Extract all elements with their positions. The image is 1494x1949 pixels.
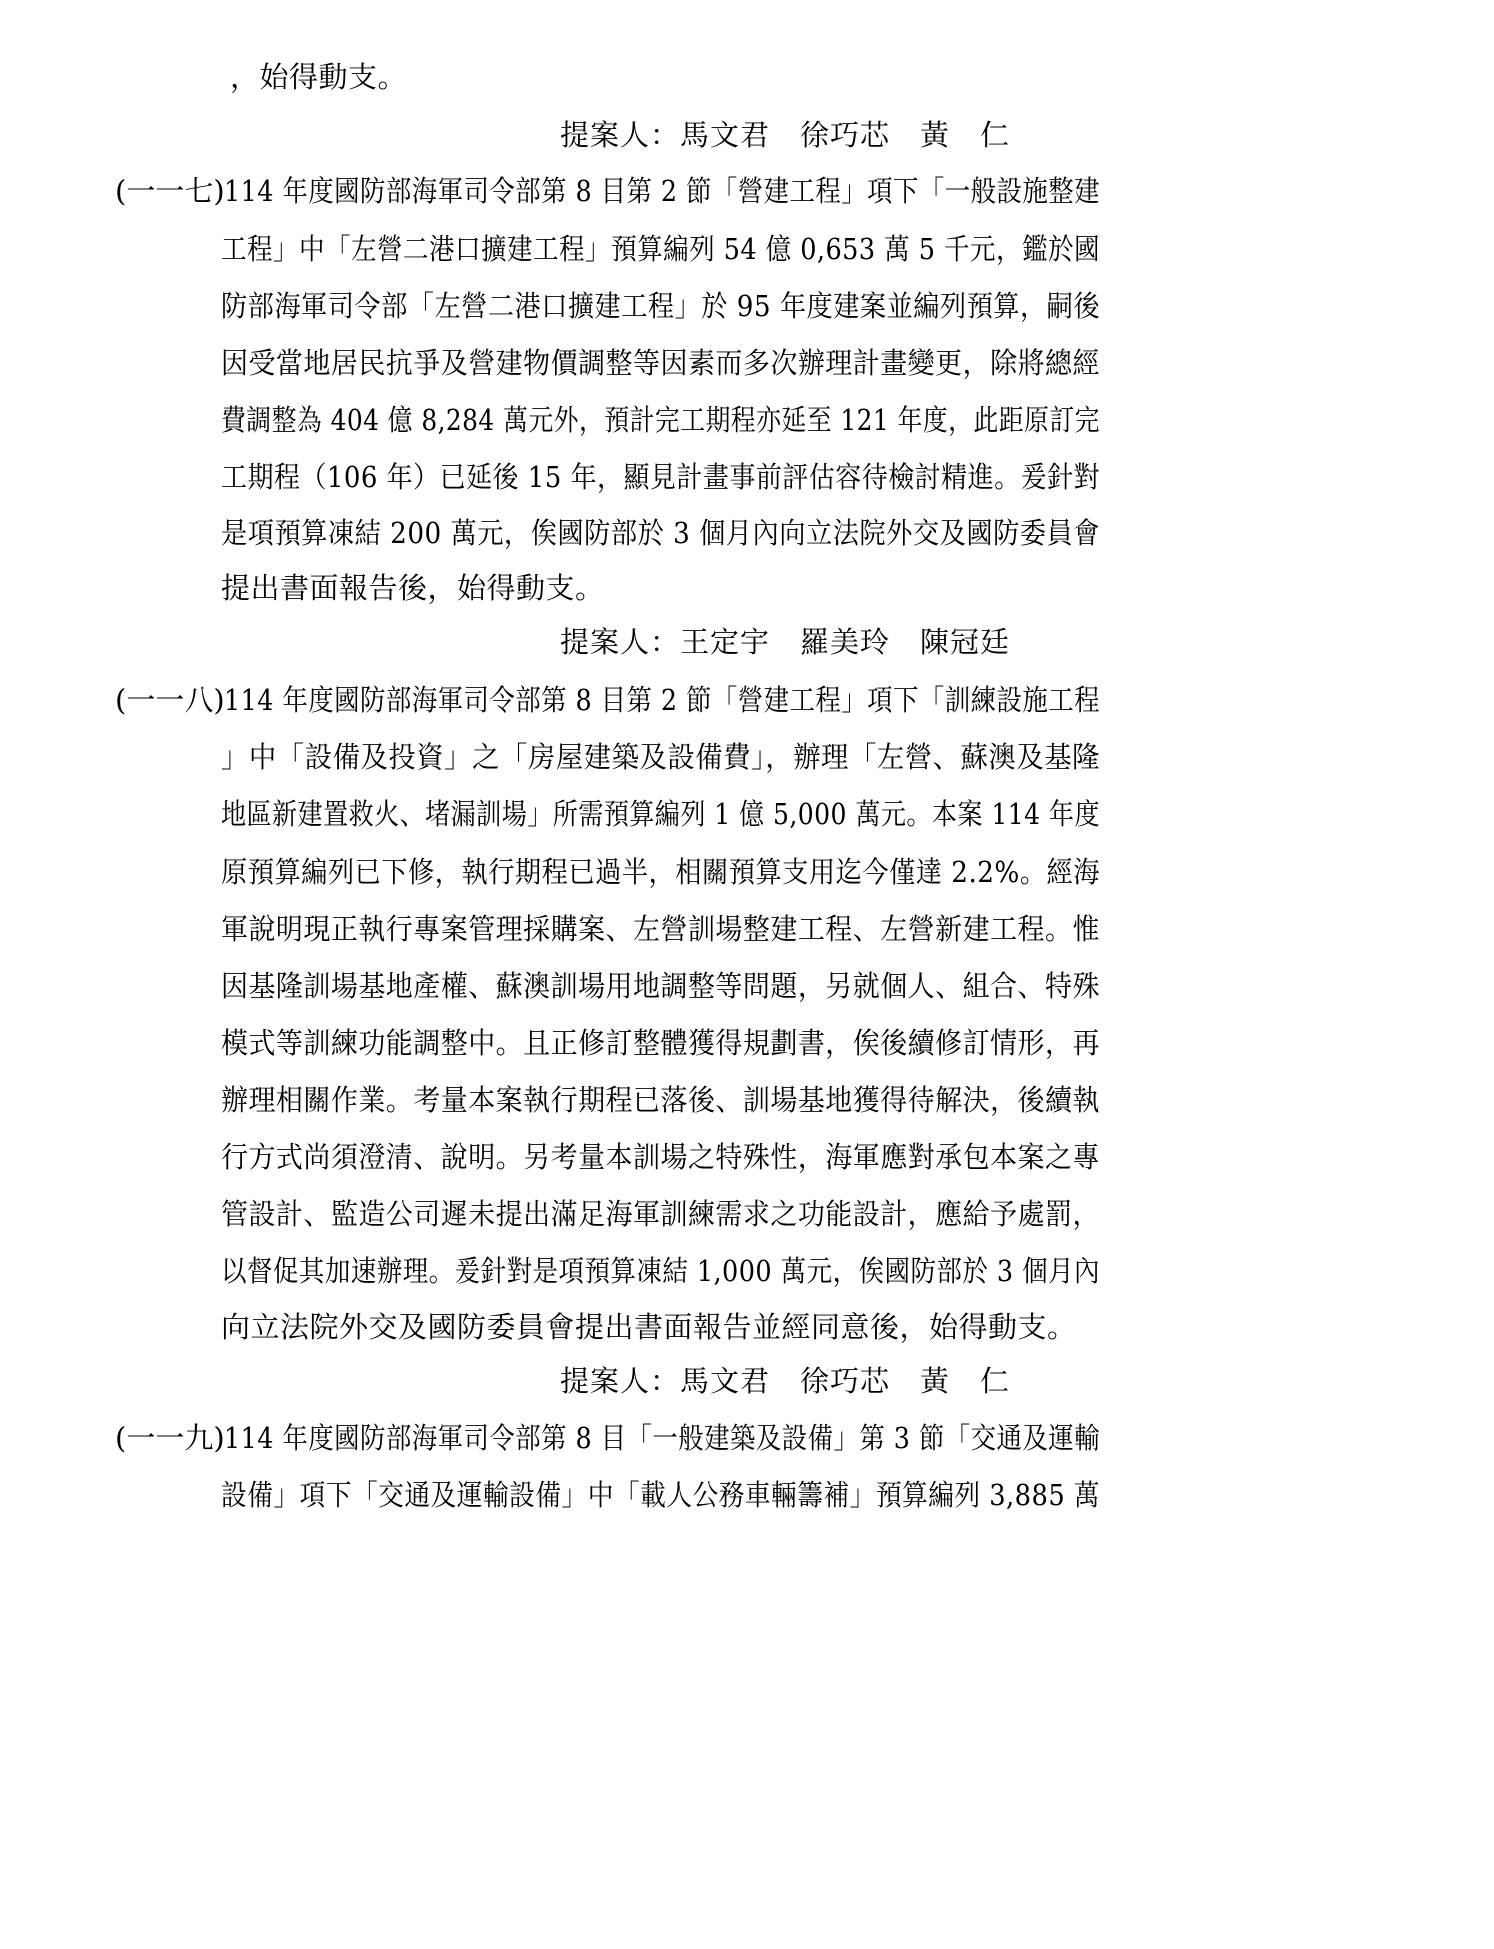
item-line: 軍說明現正執行專案管理採購案、左營訓場整建工程、左營新建工程。惟 [221, 912, 1100, 946]
item-line: 管設計、監造公司遲未提出滿足海軍訓練需求之功能設計，應給予處罰， [221, 1197, 1100, 1231]
item-line: 防部海軍司令部「左營二港口擴建工程」於 95 年度建案並編列預算，嗣後 [221, 289, 1101, 323]
continuation-fragment: ，始得動支。 [230, 60, 408, 94]
item-line: 原預算編列已下修，執行期程已過半，相關預算支用迄今僅達 2.2%。經海 [221, 855, 1100, 889]
item-line: 因基隆訓場基地產權、蘇澳訓場用地調整等問題，另就個人、組合、特殊 [221, 969, 1100, 1003]
item-line: 辦理相關作業。考量本案執行期程已落後、訓場基地獲得待解決，後續執 [221, 1083, 1100, 1117]
proposer-line: 提案人：王定宇 羅美玲 陳冠廷 [560, 625, 1011, 659]
item-line: 費調整為 404 億 8,284 萬元外，預計完工期程亦延至 121 年度，此距原訂完 [221, 403, 1100, 437]
item-line: 向立法院外交及國防委員會提出書面報告並經同意後，始得動支。 [221, 1310, 1077, 1344]
item-line: 是項預算凍結 200 萬元，俟國防部於 3 個月內向立法院外交及國防委員會 [221, 516, 1100, 550]
item-line: 模式等訓練功能調整中。且正修訂整體獲得規劃書，俟後續修訂情形，再 [221, 1026, 1100, 1060]
item-line: 行方式尚須澄清、說明。另考量本訓場之特殊性，海軍應對承包本案之專 [221, 1140, 1100, 1174]
item-line: 以督促其加速辦理。爰針對是項預算凍結 1,000 萬元，俟國防部於 3 個月內 [221, 1254, 1100, 1288]
item-line: 設備」項下「交通及運輸設備」中「載人公務車輛籌補」預算編列 3,885 萬 [221, 1478, 1100, 1512]
item-number: (一一八) [115, 683, 225, 717]
item-line: 提出書面報告後，始得動支。 [221, 571, 605, 605]
item-line: 工程」中「左營二港口擴建工程」預算編列 54 億 0,653 萬 5 千元，鑑於國 [221, 232, 1101, 266]
item-number: (一一七) [115, 174, 225, 208]
proposer-line: 提案人：馬文君 徐巧芯 黃 仁 [560, 118, 1011, 152]
item-line: 工期程（106 年）已延後 15 年，顯見計畫事前評估容待檢討精進。爰針對 [221, 460, 1101, 494]
item-line: 114 年度國防部海軍司令部第 8 目「一般建築及設備」第 3 節「交通及運輸 [224, 1421, 1100, 1455]
item-line: 」中「設備及投資」之「房屋建築及設備費」，辦理「左營、蘇澳及基隆 [221, 740, 1101, 774]
item-number: (一一九) [115, 1421, 225, 1455]
item-line: 地區新建置救火、堵漏訓場」所需預算編列 1 億 5,000 萬元。本案 114 年度 [221, 797, 1100, 831]
item-line: 因受當地居民抗爭及營建物價調整等因素而多次辦理計畫變更，除將總經 [221, 346, 1100, 380]
item-line: 114 年度國防部海軍司令部第 8 目第 2 節「營建工程」項下「一般設施整建 [224, 174, 1100, 208]
item-line: 114 年度國防部海軍司令部第 8 目第 2 節「營建工程」項下「訓練設施工程 [224, 683, 1100, 717]
proposer-line: 提案人：馬文君 徐巧芯 黃 仁 [560, 1364, 1011, 1398]
